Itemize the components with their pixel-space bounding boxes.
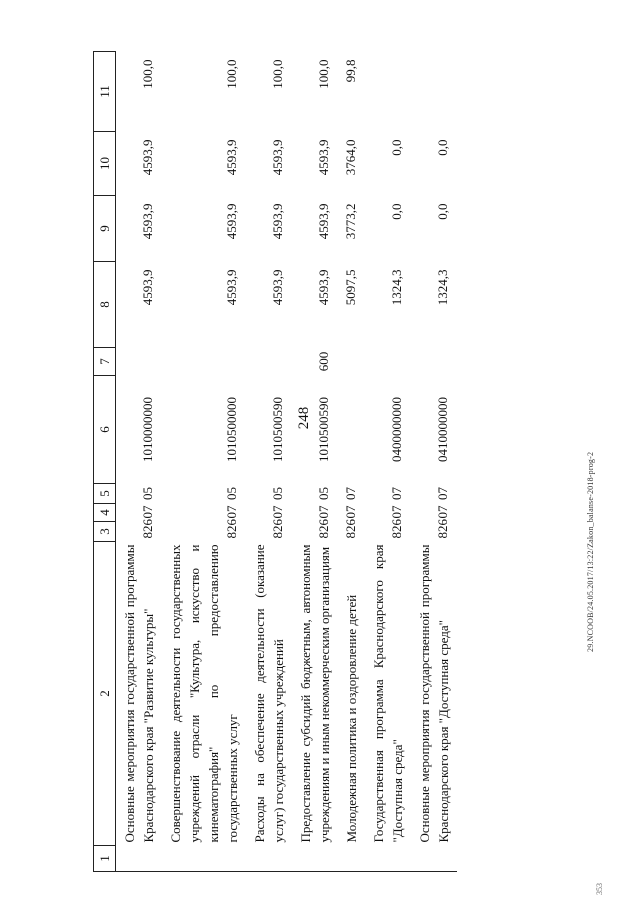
cell-target-article	[338, 376, 365, 484]
col-header-4: 4	[94, 504, 116, 522]
row-name: Предоставление субсидий бюджетным, автономным учреждениям и иным некоммерческим организациям	[298, 544, 332, 843]
col-header-10: 10	[94, 132, 116, 196]
cell-target-article: 0400000000	[389, 397, 404, 462]
row-index-cell	[338, 846, 365, 872]
row-index-cell	[365, 846, 411, 872]
col-header-8: 8	[94, 262, 116, 348]
cell-section: 07	[343, 505, 358, 519]
cell-expense-type	[246, 348, 292, 376]
cell-col8: 1324,3	[435, 269, 450, 306]
cell-expense-type	[338, 348, 365, 376]
cell-target-article: 1010500590	[270, 397, 285, 462]
cell-subsection: 07	[435, 487, 450, 500]
cell-expense-type	[411, 348, 457, 376]
row-index-cell	[162, 846, 246, 872]
cell-section: 07	[435, 505, 450, 519]
cell-section: 07	[224, 505, 239, 519]
table-row	[338, 52, 365, 872]
row-index-cell	[246, 846, 292, 872]
cell-col8: 4593,9	[316, 269, 331, 306]
table-header-row	[94, 52, 116, 872]
cell-col9: 3773,2	[343, 203, 358, 240]
cell-subsection: 05	[270, 487, 285, 500]
cell-admin-code: 826	[435, 519, 450, 539]
row-index-cell	[411, 846, 457, 872]
budget-table	[93, 51, 457, 872]
row-name: Государственная программа Краснодарского края "Доступная среда"	[371, 544, 405, 843]
cell-col11	[365, 52, 411, 132]
cell-target-article: 1010000000	[140, 397, 155, 462]
cell-col10: 4593,9	[140, 139, 155, 176]
cell-col11: 100,0	[140, 59, 155, 89]
cell-expense-type: 600	[316, 351, 331, 372]
row-name: Совершенствование деятельности государственных учреждений отрасли "Культура, искусство и кинематография" по предоставлению государственных услуг	[168, 544, 240, 843]
corner-page-mark: 353	[595, 883, 604, 895]
col-header-2: 2	[94, 542, 116, 846]
cell-col10: 0,0	[435, 139, 450, 156]
table-row	[246, 52, 292, 872]
cell-col9: 0,0	[389, 203, 404, 220]
row-name: Молодежная политика и оздоровление детей	[344, 594, 359, 843]
cell-col9: 4593,9	[316, 203, 331, 240]
cell-section: 07	[270, 505, 285, 519]
cell-col8: 4593,9	[224, 269, 239, 306]
cell-section: 07	[389, 505, 404, 519]
cell-col9: 0,0	[435, 203, 450, 220]
cell-col10: 4593,9	[316, 139, 331, 176]
col-header-7: 7	[94, 348, 116, 376]
cell-col9: 4593,9	[224, 203, 239, 240]
cell-col10: 0,0	[389, 139, 404, 156]
cell-subsection: 05	[316, 487, 331, 500]
table-row	[365, 52, 411, 872]
cell-section: 07	[140, 505, 155, 519]
row-name: Основные мероприятия государственной программы Краснодарского края "Развитие культуры"	[122, 544, 156, 843]
cell-admin-code: 826	[316, 519, 331, 539]
cell-col8: 4593,9	[140, 269, 155, 306]
budget-table-sheet	[93, 52, 571, 872]
cell-subsection: 07	[389, 487, 404, 500]
cell-col10: 4593,9	[224, 139, 239, 176]
table-row	[162, 52, 246, 872]
cell-col9: 4593,9	[140, 203, 155, 240]
cell-target-article: 0410000000	[435, 397, 450, 462]
cell-col8: 1324,3	[389, 269, 404, 306]
col-header-5: 5	[94, 484, 116, 504]
table-row	[116, 52, 163, 872]
table-row	[411, 52, 457, 872]
cell-col10: 3764,0	[343, 139, 358, 176]
row-name: Основные мероприятия государственной программы Краснодарского края "Доступная среда"	[417, 544, 451, 843]
cell-subsection: 07	[343, 487, 358, 500]
cell-expense-type	[365, 348, 411, 376]
cell-admin-code: 826	[270, 519, 285, 539]
cell-section: 07	[316, 505, 331, 519]
col-header-11: 11	[94, 52, 116, 132]
cell-admin-code: 826	[224, 519, 239, 539]
cell-col11: 100,0	[270, 59, 285, 89]
cell-col11: 99,8	[343, 59, 358, 83]
cell-col8: 4593,9	[270, 269, 285, 306]
col-header-1: 1	[94, 846, 116, 872]
cell-target-article: 1010500000	[224, 397, 239, 462]
col-header-9: 9	[94, 196, 116, 262]
footer-file-stamp: 29.NCOOB/24.05.2017/13:22/Zakon_balanse-2018-prog-2	[586, 451, 595, 652]
cell-col10: 4593,9	[270, 139, 285, 176]
cell-admin-code: 826	[389, 519, 404, 539]
cell-expense-type	[162, 348, 246, 376]
table-row	[292, 52, 338, 872]
col-header-6: 6	[94, 376, 116, 484]
cell-col8: 5097,5	[343, 269, 358, 306]
cell-col9: 4593,9	[270, 203, 285, 240]
row-index-cell	[116, 846, 163, 872]
cell-col11: 100,0	[316, 59, 331, 89]
cell-col11	[411, 52, 457, 132]
cell-admin-code: 826	[343, 519, 358, 539]
col-header-3: 3	[94, 522, 116, 542]
cell-admin-code: 826	[140, 519, 155, 539]
row-index-cell	[292, 846, 338, 872]
cell-col11: 100,0	[224, 59, 239, 89]
cell-expense-type	[116, 348, 163, 376]
cell-subsection: 05	[224, 487, 239, 500]
cell-target-article: 1010500590	[316, 397, 331, 462]
row-name: Расходы на обеспечение деятельности (оказание услуг) государственных учреждений	[252, 544, 286, 843]
page-number: 248	[296, 406, 312, 430]
cell-subsection: 05	[140, 487, 155, 500]
